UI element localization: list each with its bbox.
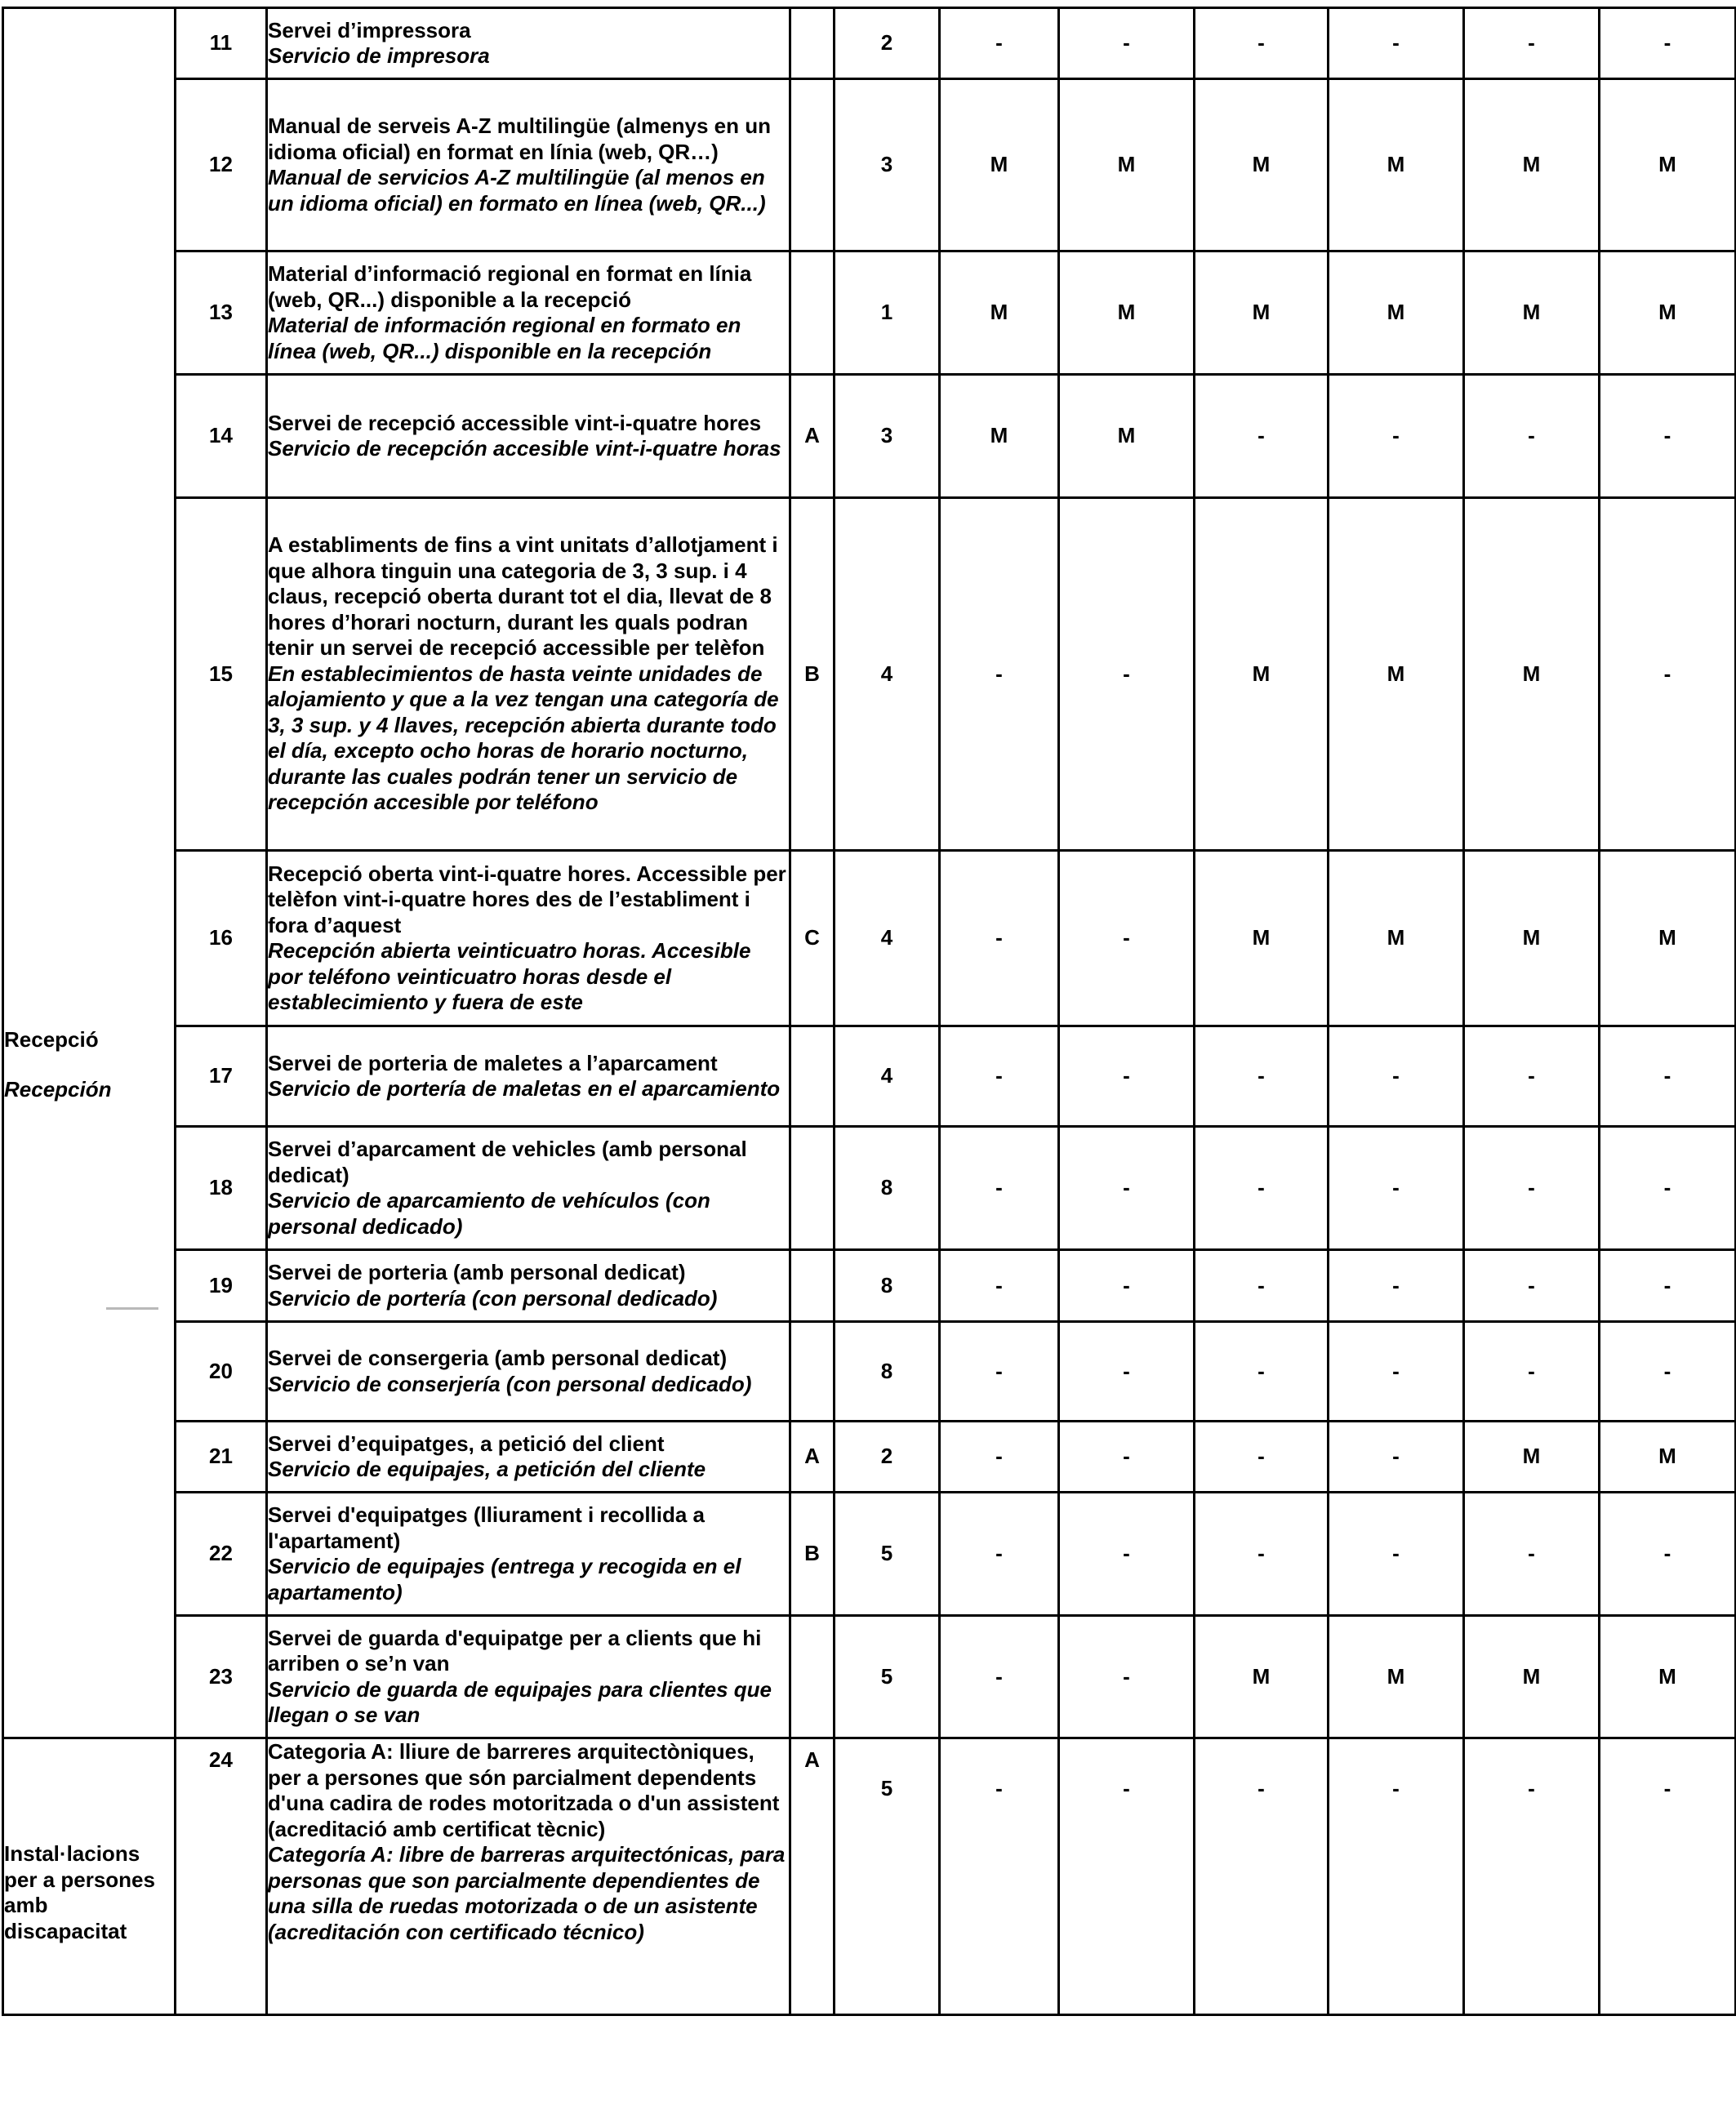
category-3-cell: - bbox=[1195, 1250, 1329, 1322]
table-row bbox=[3, 1026, 1736, 1127]
category-5-cell: - bbox=[1464, 1738, 1600, 2015]
criterion-description bbox=[267, 1616, 790, 1738]
level-cell bbox=[790, 1322, 835, 1422]
criterion-description bbox=[267, 1127, 790, 1250]
category-3-cell: - bbox=[1195, 1322, 1329, 1422]
description-es: Servicio de conserjería (con personal dedicado) bbox=[268, 1371, 752, 1396]
category-6-cell: - bbox=[1600, 1250, 1736, 1322]
description-es: Material de información regional en formato en línea (web, QR...) disponible en la recepción bbox=[268, 313, 741, 363]
description-ca: Recepció oberta vint-i-quatre hores. Accessible per telèfon vint-i-quatre hores des de l’establiment i fora d’aquest bbox=[268, 861, 786, 937]
category-6-cell: M bbox=[1600, 1616, 1736, 1738]
table-row bbox=[3, 8, 1736, 79]
points-cell: 8 bbox=[835, 1250, 940, 1322]
points-cell: 2 bbox=[835, 1422, 940, 1493]
criteria-table bbox=[2, 7, 1736, 2016]
table-row bbox=[3, 79, 1736, 251]
category-3-cell: - bbox=[1195, 1127, 1329, 1250]
description-ca: Servei de porteria (amb personal dedicat) bbox=[268, 1260, 686, 1284]
row-number: 16 bbox=[176, 851, 267, 1026]
row-number: 23 bbox=[176, 1616, 267, 1738]
category-6-cell: - bbox=[1600, 498, 1736, 851]
category-3-cell: - bbox=[1195, 8, 1329, 79]
category-2-cell: M bbox=[1059, 375, 1195, 498]
category-4-cell: - bbox=[1329, 8, 1464, 79]
category-4-cell: - bbox=[1329, 1738, 1464, 2015]
category-1-cell: - bbox=[940, 1322, 1059, 1422]
category-4-cell: - bbox=[1329, 1422, 1464, 1493]
row-number: 15 bbox=[176, 498, 267, 851]
points-cell: 1 bbox=[835, 251, 940, 375]
category-4-cell: - bbox=[1329, 375, 1464, 498]
category-5-cell: M bbox=[1464, 251, 1600, 375]
category-4-cell: M bbox=[1329, 1616, 1464, 1738]
level-cell: C bbox=[790, 851, 835, 1026]
points-cell: 3 bbox=[835, 375, 940, 498]
level-cell bbox=[790, 8, 835, 79]
criterion-description bbox=[267, 1738, 790, 2015]
category-4-cell: M bbox=[1329, 851, 1464, 1026]
category-2-cell: - bbox=[1059, 1322, 1195, 1422]
criterion-description bbox=[267, 1250, 790, 1322]
level-cell bbox=[790, 1127, 835, 1250]
category-2-cell: - bbox=[1059, 498, 1195, 851]
category-4-cell: - bbox=[1329, 1127, 1464, 1250]
level-cell: B bbox=[790, 1493, 835, 1616]
row-number: 19 bbox=[176, 1250, 267, 1322]
section-name-ca: Recepció bbox=[4, 1026, 99, 1052]
level-cell: B bbox=[790, 498, 835, 851]
category-4-cell: M bbox=[1329, 498, 1464, 851]
points-cell: 4 bbox=[835, 851, 940, 1026]
category-2-cell: - bbox=[1059, 1422, 1195, 1493]
category-5-cell: M bbox=[1464, 1422, 1600, 1493]
section-name-ca: Instal·lacions per a persones amb discapacitat bbox=[4, 1841, 155, 1943]
category-5-cell: M bbox=[1464, 498, 1600, 851]
row-number: 17 bbox=[176, 1026, 267, 1127]
category-4-cell: M bbox=[1329, 79, 1464, 251]
category-5-cell: M bbox=[1464, 1616, 1600, 1738]
category-5-cell: - bbox=[1464, 1250, 1600, 1322]
category-6-cell: - bbox=[1600, 375, 1736, 498]
criterion-description bbox=[267, 1422, 790, 1493]
category-1-cell: - bbox=[940, 1616, 1059, 1738]
category-6-cell: - bbox=[1600, 1127, 1736, 1250]
description-es: Servicio de equipajes, a petición del cliente bbox=[268, 1457, 706, 1481]
table-row bbox=[3, 1493, 1736, 1616]
description-es: Manual de servicios A-Z multilingüe (al menos en un idioma oficial) en formato en línea (web, QR...) bbox=[268, 165, 766, 216]
description-es: Categoría A: libre de barreras arquitectónicas, para personas que son parcialmente dependientes de una silla de ruedas motorizada o de un asistente (acreditación con certificado técnico) bbox=[268, 1842, 786, 1944]
row-number: 14 bbox=[176, 375, 267, 498]
description-es: Recepción abierta veinticuatro horas. Accesible por teléfono veinticuatro horas desde el establecimiento y fuera de este bbox=[268, 938, 751, 1014]
category-2-cell: - bbox=[1059, 851, 1195, 1026]
category-2-cell: - bbox=[1059, 1026, 1195, 1127]
category-6-cell: M bbox=[1600, 251, 1736, 375]
criterion-description bbox=[267, 1493, 790, 1616]
category-5-cell: - bbox=[1464, 8, 1600, 79]
category-1-cell: M bbox=[940, 79, 1059, 251]
points-cell: 4 bbox=[835, 1026, 940, 1127]
criterion-description bbox=[267, 8, 790, 79]
level-cell: A bbox=[790, 1422, 835, 1493]
category-2-cell: M bbox=[1059, 251, 1195, 375]
points-cell: 8 bbox=[835, 1127, 940, 1250]
criterion-description bbox=[267, 1322, 790, 1422]
category-1-cell: - bbox=[940, 8, 1059, 79]
description-ca: Servei de consergeria (amb personal dedicat) bbox=[268, 1346, 728, 1370]
table-row bbox=[3, 1616, 1736, 1738]
category-5-cell: - bbox=[1464, 375, 1600, 498]
category-3-cell: M bbox=[1195, 251, 1329, 375]
description-ca: Manual de serveis A-Z multilingüe (almenys en un idioma oficial) en format en línia (web, QR…) bbox=[268, 113, 771, 164]
section-cell-reception bbox=[3, 8, 176, 1738]
category-3-cell: - bbox=[1195, 1422, 1329, 1493]
category-2-cell: - bbox=[1059, 1127, 1195, 1250]
description-ca: Servei de recepció accessible vint-i-quatre hores bbox=[268, 410, 762, 435]
category-5-cell: - bbox=[1464, 1127, 1600, 1250]
table-row bbox=[3, 1250, 1736, 1322]
category-4-cell: - bbox=[1329, 1322, 1464, 1422]
points-cell: 4 bbox=[835, 498, 940, 851]
category-3-cell: - bbox=[1195, 1738, 1329, 2015]
description-es: Servicio de portería (con personal dedicado) bbox=[268, 1285, 718, 1311]
category-1-cell: - bbox=[940, 1493, 1059, 1616]
category-2-cell: - bbox=[1059, 1493, 1195, 1616]
table-row bbox=[3, 1127, 1736, 1250]
row-number: 18 bbox=[176, 1127, 267, 1250]
category-3-cell: - bbox=[1195, 375, 1329, 498]
points-cell: 2 bbox=[835, 8, 940, 79]
points-cell: 5 bbox=[835, 1616, 940, 1738]
section-name-es: Recepción bbox=[4, 1077, 112, 1102]
category-5-cell: - bbox=[1464, 1322, 1600, 1422]
section-cell-accessibility bbox=[3, 1738, 176, 2015]
category-3-cell: M bbox=[1195, 851, 1329, 1026]
category-1-cell: - bbox=[940, 498, 1059, 851]
description-ca: Servei d'equipatges (lliurament i recollida a l'apartament) bbox=[268, 1502, 706, 1553]
criterion-description bbox=[267, 851, 790, 1026]
category-3-cell: - bbox=[1195, 1026, 1329, 1127]
table-row bbox=[3, 1738, 1736, 2015]
table-row bbox=[3, 251, 1736, 375]
description-ca: Servei d’equipatges, a petició del client bbox=[268, 1431, 665, 1456]
category-6-cell: M bbox=[1600, 79, 1736, 251]
table-row bbox=[3, 375, 1736, 498]
category-1-cell: - bbox=[940, 1250, 1059, 1322]
category-6-cell: - bbox=[1600, 1738, 1736, 2015]
category-5-cell: M bbox=[1464, 851, 1600, 1026]
description-ca: Servei de guarda d'equipatge per a clients que hi arriben o se’n van bbox=[268, 1625, 762, 1676]
category-6-cell: M bbox=[1600, 851, 1736, 1026]
description-ca: Categoria A: lliure de barreres arquitectòniques, per a persones que són parcialment dependents d'una cadira de rodes motoritzada o d'un assistent (acreditació amb certificat tècnic) bbox=[268, 1739, 780, 1841]
row-number: 24 bbox=[176, 1738, 267, 2015]
category-2-cell: - bbox=[1059, 1616, 1195, 1738]
category-4-cell: - bbox=[1329, 1026, 1464, 1127]
description-ca: Material d’informació regional en format en línia (web, QR...) disponible a la recepció bbox=[268, 261, 752, 312]
category-5-cell: M bbox=[1464, 79, 1600, 251]
category-1-cell: - bbox=[940, 1127, 1059, 1250]
category-4-cell: - bbox=[1329, 1493, 1464, 1616]
description-ca: Servei de porteria de maletes a l’aparcament bbox=[268, 1050, 718, 1075]
row-number: 11 bbox=[176, 8, 267, 79]
criterion-description bbox=[267, 498, 790, 851]
level-cell bbox=[790, 1026, 835, 1127]
row-number: 22 bbox=[176, 1493, 267, 1616]
description-ca: Servei d’aparcament de vehicles (amb personal dedicat) bbox=[268, 1137, 747, 1187]
category-4-cell: - bbox=[1329, 1250, 1464, 1322]
table-row bbox=[3, 1322, 1736, 1422]
points-cell: 3 bbox=[835, 79, 940, 251]
description-ca: A establiments de fins a vint unitats d’allotjament i que alhora tinguin una categoria de 3, 3 sup. i 4 claus, recepció oberta durant tot el dia, llevat de 8 hores d’horari nocturn, durant les quals podran tenir un servei de recepció accessible per telèfon bbox=[268, 532, 778, 661]
level-cell bbox=[790, 251, 835, 375]
criterion-description bbox=[267, 251, 790, 375]
category-6-cell: - bbox=[1600, 1322, 1736, 1422]
category-1-cell: - bbox=[940, 1026, 1059, 1127]
category-2-cell: - bbox=[1059, 1250, 1195, 1322]
row-number: 20 bbox=[176, 1322, 267, 1422]
criterion-description bbox=[267, 79, 790, 251]
level-cell bbox=[790, 1616, 835, 1738]
category-6-cell: - bbox=[1600, 1026, 1736, 1127]
level-cell bbox=[790, 1250, 835, 1322]
description-es: Servicio de aparcamiento de vehículos (con personal dedicado) bbox=[268, 1188, 710, 1239]
category-2-cell: M bbox=[1059, 79, 1195, 251]
level-cell: A bbox=[790, 1738, 835, 2015]
description-es: Servicio de recepción accesible vint-i-quatre horas bbox=[268, 436, 781, 461]
category-5-cell: - bbox=[1464, 1026, 1600, 1127]
category-2-cell: - bbox=[1059, 8, 1195, 79]
points-cell: 5 bbox=[835, 1493, 940, 1616]
points-cell: 5 bbox=[835, 1738, 940, 2015]
level-cell bbox=[790, 79, 835, 251]
row-number: 21 bbox=[176, 1422, 267, 1493]
row-number: 13 bbox=[176, 251, 267, 375]
description-es: Servicio de guarda de equipajes para clientes que llegan o se van bbox=[268, 1676, 772, 1727]
category-1-cell: - bbox=[940, 1738, 1059, 2015]
category-3-cell: M bbox=[1195, 1616, 1329, 1738]
points-cell: 8 bbox=[835, 1322, 940, 1422]
category-3-cell: M bbox=[1195, 79, 1329, 251]
category-1-cell: - bbox=[940, 1422, 1059, 1493]
level-cell: A bbox=[790, 375, 835, 498]
category-3-cell: - bbox=[1195, 1493, 1329, 1616]
row-number: 12 bbox=[176, 79, 267, 251]
table-row bbox=[3, 1422, 1736, 1493]
category-1-cell: M bbox=[940, 375, 1059, 498]
criterion-description bbox=[267, 375, 790, 498]
description-es: Servicio de equipajes (entrega y recogida en el apartamento) bbox=[268, 1554, 741, 1604]
category-1-cell: M bbox=[940, 251, 1059, 375]
description-es: En establecimientos de hasta veinte unidades de alojamiento y que a la vez tengan una categoría de 3, 3 sup. y 4 llaves, recepción abierta durante todo el día, excepto ocho horas de horario nocturno, durante las cuales podrán tener un servicio de recepción accesible por teléfono bbox=[268, 661, 779, 815]
category-6-cell: M bbox=[1600, 1422, 1736, 1493]
scan-mark bbox=[106, 1307, 158, 1310]
category-2-cell: - bbox=[1059, 1738, 1195, 2015]
category-3-cell: M bbox=[1195, 498, 1329, 851]
category-6-cell: - bbox=[1600, 8, 1736, 79]
category-6-cell: - bbox=[1600, 1493, 1736, 1616]
description-es: Servicio de portería de maletas en el aparcamiento bbox=[268, 1076, 781, 1101]
table-body bbox=[3, 8, 1736, 2015]
criterion-description bbox=[267, 1026, 790, 1127]
category-1-cell: - bbox=[940, 851, 1059, 1026]
category-5-cell: - bbox=[1464, 1493, 1600, 1616]
table-row bbox=[3, 498, 1736, 851]
description-ca: Servei d’impressora bbox=[268, 17, 471, 42]
category-4-cell: M bbox=[1329, 251, 1464, 375]
description-es: Servicio de impresora bbox=[268, 43, 490, 68]
table-row bbox=[3, 851, 1736, 1026]
